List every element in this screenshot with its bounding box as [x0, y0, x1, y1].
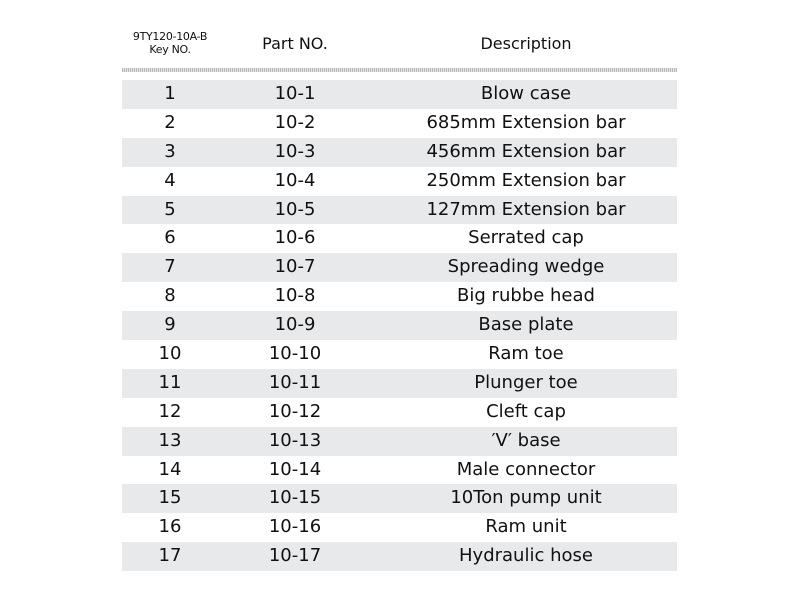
table-row [122, 224, 677, 253]
description-cell: 456mm Extension bar [426, 140, 626, 162]
table-row [122, 456, 677, 485]
table-row [122, 167, 677, 196]
key-cell: 2 [164, 111, 176, 133]
table-body [122, 80, 677, 571]
table-row [122, 282, 677, 311]
description-cell: Base plate [478, 314, 574, 336]
description-cell: Ram toe [488, 343, 564, 365]
part-cell: 10-16 [268, 516, 322, 538]
description-cell: Plunger toe [474, 371, 578, 393]
description-cell: 250mm Extension bar [426, 169, 626, 191]
table-row [122, 138, 677, 167]
part-cell: 10-6 [274, 227, 316, 249]
description-cell: Spreading wedge [447, 256, 605, 278]
part-cell: 10-7 [274, 256, 316, 278]
description-cell: Big rubbe head [457, 285, 595, 307]
table-row [122, 196, 677, 225]
key-cell: 15 [158, 487, 182, 509]
description-cell: Ram unit [485, 516, 567, 538]
part-cell: 10-10 [268, 343, 322, 365]
table-row [122, 513, 677, 542]
part-cell: 10-11 [268, 371, 322, 393]
description-header: Description [480, 34, 572, 53]
key-cell: 3 [164, 140, 176, 162]
key-cell: 10 [158, 343, 182, 365]
description-cell: Serrated cap [468, 227, 584, 249]
key-number-header [122, 30, 218, 56]
key-cell: 14 [158, 458, 182, 480]
description-cell: 10Ton pump unit [450, 487, 602, 509]
description-cell: Hydraulic hose [459, 545, 593, 567]
part-cell: 10-3 [274, 140, 316, 162]
part-number-header: Part NO. [262, 34, 328, 53]
part-cell: 10-8 [274, 285, 316, 307]
key-cell: 4 [164, 169, 176, 191]
table-row [122, 542, 677, 571]
key-number-label: Key NO. [149, 43, 191, 56]
key-cell: 7 [164, 256, 176, 278]
description-cell: 685mm Extension bar [426, 111, 626, 133]
description-cell: Cleft cap [486, 400, 566, 422]
part-cell: 10-9 [274, 314, 316, 336]
header-divider [122, 68, 677, 72]
key-cell: 1 [164, 83, 176, 104]
table-header [122, 30, 677, 66]
part-cell: 10-4 [274, 169, 316, 191]
table-row [122, 427, 677, 456]
part-cell: 10-15 [268, 487, 322, 509]
key-cell: 16 [158, 516, 182, 538]
parts-table [122, 30, 677, 571]
key-cell: 8 [164, 285, 176, 307]
part-cell: 10-5 [274, 198, 316, 220]
model-number-label: 9TY120-10A-B [132, 30, 208, 43]
key-cell: 13 [158, 429, 182, 451]
key-cell: 5 [164, 198, 176, 220]
key-cell: 11 [158, 371, 182, 393]
part-cell: 10-2 [274, 111, 316, 133]
key-cell: 9 [164, 314, 176, 336]
description-cell: Male connector [456, 458, 596, 480]
table-row [122, 484, 677, 513]
part-cell: 10-12 [268, 400, 322, 422]
key-cell: 12 [158, 400, 182, 422]
table-row [122, 398, 677, 427]
table-row [122, 369, 677, 398]
description-cell: ′V′ base [491, 429, 561, 451]
part-cell: 10-1 [274, 83, 316, 104]
part-cell: 10-17 [268, 545, 322, 567]
table-row [122, 253, 677, 282]
table-row [122, 340, 677, 369]
part-cell: 10-13 [268, 429, 322, 451]
part-cell: 10-14 [268, 458, 322, 480]
table-row [122, 109, 677, 138]
description-cell: Blow case [480, 83, 572, 104]
description-cell: 127mm Extension bar [426, 198, 626, 220]
table-row [122, 311, 677, 340]
table-row [122, 80, 677, 109]
key-cell: 17 [158, 545, 182, 567]
key-cell: 6 [164, 227, 176, 249]
